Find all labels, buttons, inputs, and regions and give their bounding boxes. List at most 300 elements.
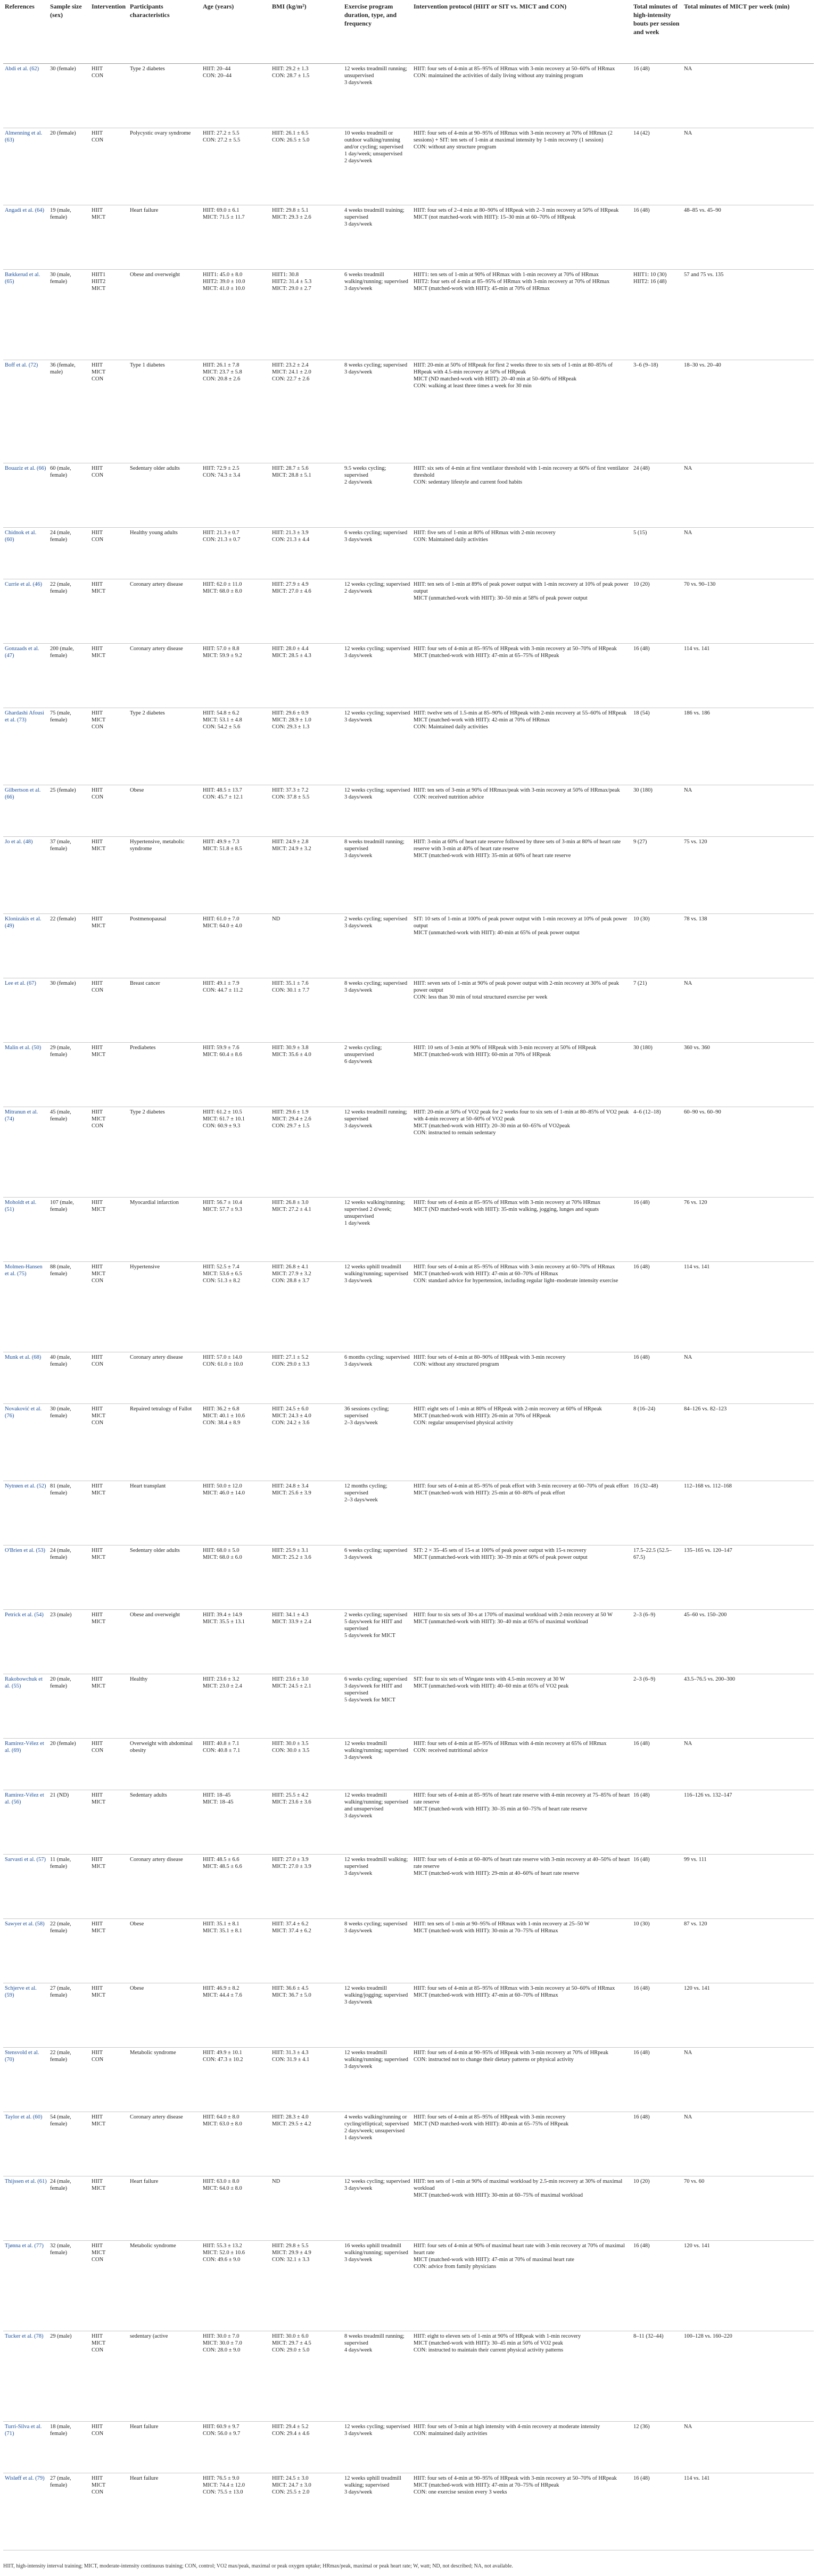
hi-minutes-cell: 8 (16–24) bbox=[633, 1406, 656, 1412]
reference-link[interactable]: Taylor et al. (60) bbox=[5, 2114, 43, 2120]
mict-minutes-cell: 84–126 vs. 82–123 bbox=[684, 1406, 727, 1412]
reference-link[interactable]: O'Brien et al. (53) bbox=[5, 1548, 45, 1553]
bmi-cell: HIIT: 25.5 ± 4.2 MICT: 23.6 ± 3.6 bbox=[272, 1792, 311, 1805]
hi-minutes-cell: 30 (180) bbox=[633, 1045, 653, 1051]
table-row bbox=[3, 2176, 814, 2241]
table-row bbox=[3, 785, 814, 837]
mict-minutes-cell: 186 vs. 186 bbox=[684, 710, 710, 716]
header-hi-minutes: Total minutes of high-intensity bouts per session and week bbox=[633, 3, 680, 36]
protocol-cell: HIIT: four sets of 4-min at 85–95% of peak effort with 3-min recovery at 60–70% of peak effort MICT (matched-work with HIIT): 25-min at 60–80% of peak effort bbox=[414, 1483, 629, 1496]
bmi-cell: HIIT: 29.8 ± 5.5 MICT: 29.9 ± 4.9 CON: 32.1 ± 3.3 bbox=[272, 2243, 311, 2263]
age-cell: HIIT: 36.2 ± 6.8 MICT: 40.1 ± 10.6 CON: 38.4 ± 8.9 bbox=[203, 1406, 245, 1426]
program-cell: 12 weeks treadmill walking/running; supervised 3 days/week bbox=[344, 1741, 408, 1760]
protocol-cell: HIIT: four sets of 3-min at high intensity with 4-min recovery at moderate intensity CON: maintained daily activities bbox=[414, 2424, 600, 2437]
sample-size-cell: 22 (male, female) bbox=[50, 581, 71, 594]
sample-size-cell: 24 (male, female) bbox=[50, 2179, 71, 2191]
table-row bbox=[3, 2241, 814, 2331]
hi-minutes-cell: 2–3 (6–9) bbox=[633, 1676, 656, 1682]
program-cell: 12 weeks cycling; supervised 3 days/week bbox=[344, 710, 410, 723]
protocol-cell: HIIT: ten sets of 1-min at 90% of maximal workload by 2.5-min recovery at 30% of maximal workload MICT (matched-work with HIIT): 30-min at 60–75% of maximal workload bbox=[414, 2179, 623, 2198]
table-row bbox=[3, 205, 814, 270]
sample-size-cell: 30 (male, female) bbox=[50, 272, 71, 285]
participants-cell: Obese and overweight bbox=[130, 272, 180, 278]
sample-size-cell: 25 (female) bbox=[50, 787, 76, 793]
mict-minutes-cell: 45–60 vs. 150–200 bbox=[684, 1612, 727, 1618]
participants-cell: Coronary artery disease bbox=[130, 646, 183, 652]
age-cell: HIIT: 27.2 ± 5.5 CON: 27.2 ± 5.5 bbox=[203, 130, 241, 143]
header-references: References bbox=[5, 3, 35, 10]
sample-size-cell: 32 (male, female) bbox=[50, 2243, 71, 2256]
reference-link[interactable]: Abdi et al. (62) bbox=[5, 66, 39, 72]
sample-size-cell: 20 (female) bbox=[50, 130, 76, 136]
table-row bbox=[3, 64, 814, 128]
bmi-cell: HIIT: 23.2 ± 2.4 MICT: 24.1 ± 2.0 CON: 22.7 ± 2.6 bbox=[272, 362, 311, 382]
mict-minutes-cell: NA bbox=[684, 1741, 692, 1747]
intervention-cell: HIIT MICT CON bbox=[92, 1264, 106, 1284]
reference-link[interactable]: Almenning et al. (63) bbox=[5, 130, 43, 143]
protocol-cell: HIIT: four sets of 4-min at 80–90% of HRpeak with 3-min recovery CON: without any structured program bbox=[414, 1355, 566, 1367]
protocol-cell: HIIT: four sets of 4-min at 85–95% of HRmax with 3-min recovery at 60–70% of HRmax MICT (matched-work with HIIT): 47-min at 60–70% of HRmax CON: standard advice for hypertension, including regular light–moderate intensity exercise bbox=[414, 1264, 618, 1284]
age-cell: HIIT: 23.6 ± 3.2 MICT: 23.0 ± 2.4 bbox=[203, 1676, 242, 1689]
mict-minutes-cell: 78 vs. 138 bbox=[684, 916, 707, 922]
reference-link[interactable]: Chidnok et al. (60) bbox=[5, 530, 37, 543]
program-cell: 12 weeks treadmill walking; supervised 3 days/week bbox=[344, 1857, 408, 1876]
hi-minutes-cell: 10 (20) bbox=[633, 581, 650, 587]
mict-minutes-cell: NA bbox=[684, 66, 692, 72]
protocol-cell: HIIT: twelve sets of 1.5-min at 85–90% of HRpeak with 2-min recovery at 55–60% of HRpeak MICT (matched-work with HIIT): 42-min at 70% of HRmax CON: Maintained daily activities bbox=[414, 710, 627, 730]
program-cell: 12 months cycling; supervised 2–3 days/week bbox=[344, 1483, 387, 1503]
program-cell: 6 weeks cycling; supervised 3 days/week for HIIT and supervised 5 days/week for MICT bbox=[344, 1676, 408, 1703]
header-sample-size: Sample size (sex) bbox=[50, 3, 82, 19]
mict-minutes-cell: NA bbox=[684, 466, 692, 471]
age-cell: HIIT: 62.0 ± 11.0 MICT: 68.0 ± 8.0 bbox=[203, 581, 242, 594]
program-cell: 12 weeks treadmill walking/running; supervised and unsupervised 3 days/week bbox=[344, 1792, 408, 1819]
table-row bbox=[3, 1352, 814, 1404]
reference-link[interactable]: Ramírez-Vélez et al. (69) bbox=[5, 1741, 44, 1754]
table-row bbox=[3, 1610, 814, 1674]
reference-link[interactable]: Thijssen et al. (61) bbox=[5, 2179, 47, 2184]
intervention-cell: HIIT CON bbox=[92, 466, 104, 478]
age-cell: HIIT: 64.0 ± 8.0 MICT: 63.0 ± 8.0 bbox=[203, 2114, 242, 2127]
program-cell: 10 weeks treadmill or outdoor walking/running and/or cycling; supervised 1 day/week; unsupervised 2 days/week bbox=[344, 130, 403, 164]
table-row bbox=[3, 2048, 814, 2112]
bmi-cell: HIIT: 30.0 ± 3.5 CON: 30.0 ± 3.5 bbox=[272, 1741, 310, 1754]
hi-minutes-cell: 8–11 (32–44) bbox=[633, 2333, 664, 2339]
reference-link[interactable]: Klonizakis et al. (49) bbox=[5, 916, 42, 929]
intervention-cell: HIIT MICT CON bbox=[92, 2475, 106, 2495]
reference-link[interactable]: Stensvold et al. (70) bbox=[5, 2050, 39, 2063]
hi-minutes-cell: 4–6 (12–18) bbox=[633, 1109, 661, 1115]
intervention-cell: HIIT MICT bbox=[92, 1548, 106, 1560]
intervention-cell: HIIT MICT CON bbox=[92, 2333, 106, 2353]
reference-link[interactable]: Gilbertson et al. (66) bbox=[5, 787, 41, 800]
mict-minutes-cell: 135–165 vs. 120–147 bbox=[684, 1548, 732, 1553]
participants-cell: Coronary artery disease bbox=[130, 2114, 183, 2120]
age-cell: HIIT: 68.0 ± 5.0 MICT: 68.0 ± 6.0 bbox=[203, 1548, 242, 1560]
table-row bbox=[3, 2112, 814, 2176]
program-cell: 2 weeks cycling; supervised 5 days/week for HIIT and supervised 5 days/week for MICT bbox=[344, 1612, 408, 1639]
bmi-cell: HIIT1: 30.8 HIIT2: 31.4 ± 5.3 MICT: 29.0 ± 2.7 bbox=[272, 272, 312, 292]
bmi-cell: HIIT: 21.3 ± 3.9 CON: 21.3 ± 4.4 bbox=[272, 530, 310, 543]
protocol-cell: HIIT: four sets of 4-min at 85–95% of HRpeak with 3-min recovery at 50–70% of HRpeak MICT (matched-work with HIIT): 47-min at 65–75% of HRpeak bbox=[414, 646, 617, 659]
program-cell: 9.5 weeks cycling; supervised 2 days/week bbox=[344, 466, 386, 485]
table-row bbox=[3, 2422, 814, 2473]
protocol-cell: SIT: 10 sets of 1-min at 100% of peak power output with 1-min recovery at 10% of peak power output MICT (unmatched-work with HIIT): 40-min at 65% of peak power output bbox=[414, 916, 628, 936]
bmi-cell: HIIT: 28.3 ± 4.0 MICT: 29.5 ± 4.2 bbox=[272, 2114, 311, 2127]
sample-size-cell: 22 (male, female) bbox=[50, 1921, 71, 1934]
program-cell: 4 weeks treadmill training; supervised 3 days/week bbox=[344, 207, 405, 227]
protocol-cell: HIIT: four sets of 2–4 min at 80–90% of HRpeak with 2–3 min recovery at 50% of HRpeak MICT (not matched-work with HIIT): 15–30 min at 60–70% of HRpeak bbox=[414, 207, 619, 220]
bmi-cell: HIIT: 29.4 ± 5.2 CON: 29.4 ± 4.6 bbox=[272, 2424, 310, 2437]
age-cell: HIIT: 40.8 ± 7.1 CON: 40.8 ± 7.1 bbox=[203, 1741, 241, 1754]
protocol-cell: HIIT: four sets of 4-min at 90% of maximal heart rate with 3-min recovery at 70% of maximal heart rate MICT (matched-work with HIIT): 47-min at 70% of maximal heart rate CON: advice from family physicians bbox=[414, 2243, 625, 2270]
age-cell: HIIT: 59.9 ± 7.6 MICT: 60.4 ± 8.6 bbox=[203, 1045, 242, 1058]
hi-minutes-cell: 16 (32–48) bbox=[633, 1483, 658, 1489]
age-cell: HIIT: 18–45 MICT: 18–45 bbox=[203, 1792, 234, 1805]
bmi-cell: HIIT: 29.8 ± 5.1 MICT: 29.3 ± 2.6 bbox=[272, 207, 311, 220]
hi-minutes-cell: 16 (48) bbox=[633, 2475, 650, 2481]
reference-link[interactable]: Gonzaads et al. (47) bbox=[5, 646, 39, 659]
mict-minutes-cell: 112–168 vs. 112–168 bbox=[684, 1483, 732, 1489]
hi-minutes-cell: 16 (48) bbox=[633, 2050, 650, 2056]
sample-size-cell: 27 (male, female) bbox=[50, 2475, 71, 2488]
age-cell: HIIT: 56.7 ± 10.4 MICT: 57.7 ± 9.3 bbox=[203, 1200, 242, 1212]
intervention-cell: HIIT MICT CON bbox=[92, 1406, 106, 1426]
mict-minutes-cell: 75 vs. 120 bbox=[684, 839, 707, 845]
reference-link[interactable]: Turri-Silva et al. (71) bbox=[5, 2424, 42, 2437]
program-cell: 12 weeks uphill treadmill walking/running; supervised 3 days/week bbox=[344, 1264, 408, 1284]
hi-minutes-cell: 12 (36) bbox=[633, 2424, 650, 2430]
hi-minutes-cell: 14 (42) bbox=[633, 130, 650, 136]
bmi-cell: HIIT: 23.6 ± 3.0 MICT: 24.5 ± 2.1 bbox=[272, 1676, 311, 1689]
bmi-cell: HIIT: 30.0 ± 6.0 MICT: 29.7 ± 4.5 CON: 29.0 ± 5.0 bbox=[272, 2333, 311, 2353]
sample-size-cell: 22 (female) bbox=[50, 916, 76, 922]
sample-size-cell: 18 (male, female) bbox=[50, 2424, 71, 2437]
reference-link[interactable]: Tjønna et al. (77) bbox=[5, 2243, 44, 2249]
mict-minutes-cell: NA bbox=[684, 980, 692, 986]
age-cell: HIIT: 60.9 ± 9.7 CON: 56.0 ± 9.7 bbox=[203, 2424, 241, 2437]
mict-minutes-cell: NA bbox=[684, 1355, 692, 1360]
sample-size-cell: 75 (male, female) bbox=[50, 710, 71, 723]
intervention-cell: HIIT MICT bbox=[92, 1045, 106, 1058]
table-row bbox=[3, 1043, 814, 1107]
reference-link[interactable]: Malin et al. (50) bbox=[5, 1045, 42, 1051]
participants-cell: Obese bbox=[130, 1985, 144, 1991]
hi-minutes-cell: 7 (21) bbox=[633, 980, 647, 986]
participants-cell: Coronary artery disease bbox=[130, 581, 183, 587]
mict-minutes-cell: 114 vs. 141 bbox=[684, 1264, 710, 1270]
intervention-cell: HIIT MICT bbox=[92, 1676, 106, 1689]
reference-link[interactable]: Molmen-Hansen et al. (75) bbox=[5, 1264, 43, 1277]
bmi-cell: HIIT: 29.6 ± 1.9 MICT: 29.4 ± 2.6 CON: 29.7 ± 1.5 bbox=[272, 1109, 311, 1129]
hi-minutes-cell: 16 (48) bbox=[633, 1355, 650, 1360]
reference-link[interactable]: Currie et al. (46) bbox=[5, 581, 42, 587]
protocol-cell: HIIT: eight to eleven sets of 1-min at 90% of HRpeak with 1-min recovery MICT (matched-work with HIIT): 30–45 min at 50% of VO2 peak CON: instructed to maintain their current physical activity patterns bbox=[414, 2333, 581, 2353]
table-row bbox=[3, 128, 814, 205]
participants-cell: Sedentary older adults bbox=[130, 1548, 180, 1553]
bmi-cell: HIIT: 25.9 ± 3.1 MICT: 25.2 ± 3.6 bbox=[272, 1548, 311, 1560]
reference-link[interactable]: Tucker et al. (78) bbox=[5, 2333, 44, 2339]
mict-minutes-cell: 48–85 vs. 45–90 bbox=[684, 207, 721, 213]
mict-minutes-cell: 43.5–76.5 vs. 200–300 bbox=[684, 1676, 735, 1682]
participants-cell: Hypertensive, metabolic syndrome bbox=[130, 839, 185, 852]
participants-cell: Type 1 diabetes bbox=[130, 362, 165, 368]
age-cell: HIIT: 52.5 ± 7.4 MICT: 53.6 ± 6.5 CON: 51.3 ± 8.2 bbox=[203, 1264, 242, 1284]
age-cell: HIIT: 26.1 ± 7.8 MICT: 23.7 ± 5.8 CON: 20.8 ± 2.6 bbox=[203, 362, 242, 382]
protocol-cell: HIIT: 10 sets of 3-min at 90% of HRpeak with 3-min recovery at 50% of HRpeak MICT (matched-work with HIIT): 60-min at 70% of HRpeak bbox=[414, 1045, 597, 1058]
sample-size-cell: 23 (male) bbox=[50, 1612, 72, 1618]
mict-minutes-cell: 120 vs. 141 bbox=[684, 2243, 710, 2249]
table-row bbox=[3, 528, 814, 579]
reference-link[interactable]: Boff et al. (72) bbox=[5, 362, 38, 368]
reference-link[interactable]: Bækkerud et al. (65) bbox=[5, 272, 40, 285]
bmi-cell: ND bbox=[272, 2179, 280, 2184]
table-row bbox=[3, 270, 814, 360]
mict-minutes-cell: 76 vs. 120 bbox=[684, 1200, 707, 1206]
reference-link[interactable]: Mitranun et al. (74) bbox=[5, 1109, 38, 1122]
participants-cell: sedentary (active bbox=[130, 2333, 168, 2339]
reference-link[interactable]: Sarvasti et al. (57) bbox=[5, 1857, 46, 1863]
participants-cell: Sedentary older adults bbox=[130, 466, 180, 471]
program-cell: 12 weeks cycling; supervised 3 days/week bbox=[344, 2424, 410, 2437]
participants-cell: Overweight with abdominal obesity bbox=[130, 1741, 193, 1754]
intervention-cell: HIIT MICT bbox=[92, 1857, 106, 1869]
reference-link[interactable]: Bouaziz et al. (66) bbox=[5, 466, 46, 471]
intervention-cell: HIIT MICT bbox=[92, 839, 106, 852]
sample-size-cell: 81 (male, female) bbox=[50, 1483, 71, 1496]
sample-size-cell: 200 (male, female) bbox=[50, 646, 74, 659]
hi-minutes-cell: 16 (48) bbox=[633, 66, 650, 72]
mict-minutes-cell: 87 vs. 120 bbox=[684, 1921, 707, 1927]
program-cell: 2 weeks cycling; supervised 3 days/week bbox=[344, 916, 408, 929]
participants-cell: Type 2 diabetes bbox=[130, 66, 165, 72]
intervention-cell: HIIT CON bbox=[92, 980, 104, 993]
participants-cell: Heart failure bbox=[130, 2475, 159, 2481]
bmi-cell: HIIT: 26.8 ± 3.0 MICT: 27.2 ± 4.1 bbox=[272, 1200, 311, 1212]
sample-size-cell: 24 (male, female) bbox=[50, 1548, 71, 1560]
bmi-cell: HIIT: 29.2 ± 1.3 CON: 28.7 ± 1.5 bbox=[272, 66, 310, 79]
intervention-cell: HIIT MICT bbox=[92, 581, 106, 594]
reference-link[interactable]: Nytrøen et al. (52) bbox=[5, 1483, 46, 1489]
age-cell: HIIT: 20–44 CON: 20–44 bbox=[203, 66, 232, 79]
header-intervention: Intervention bbox=[92, 3, 126, 10]
reference-link[interactable]: Sawyer et al. (58) bbox=[5, 1921, 45, 1927]
intervention-cell: HIIT CON bbox=[92, 66, 104, 79]
participants-cell: Metabolic syndrome bbox=[130, 2050, 176, 2056]
intervention-cell: HIIT CON bbox=[92, 1741, 104, 1754]
participants-cell: Prediabetes bbox=[130, 1045, 156, 1051]
mict-minutes-cell: 120 vs. 141 bbox=[684, 1985, 710, 1991]
table-row bbox=[3, 1404, 814, 1481]
bmi-cell: HIIT: 27.1 ± 5.2 CON: 29.0 ± 3.3 bbox=[272, 1355, 310, 1367]
intervention-cell: HIIT CON bbox=[92, 2424, 104, 2437]
sample-size-cell: 24 (male, female) bbox=[50, 530, 71, 543]
sample-size-cell: 22 (male, female) bbox=[50, 2050, 71, 2063]
program-cell: 6 weeks treadmill walking/running; supervised 3 days/week bbox=[344, 272, 408, 292]
sample-size-cell: 37 (male, female) bbox=[50, 839, 71, 852]
mict-minutes-cell: NA bbox=[684, 130, 692, 136]
age-cell: HIIT: 61.2 ± 10.5 MICT: 61.7 ± 10.1 CON: 60.9 ± 9.3 bbox=[203, 1109, 245, 1129]
sample-size-cell: 27 (male, female) bbox=[50, 1985, 71, 1998]
sample-size-cell: 30 (female) bbox=[50, 66, 76, 72]
header-participants: Participants characteristics bbox=[130, 3, 170, 19]
mict-minutes-cell: 114 vs. 141 bbox=[684, 646, 710, 652]
intervention-cell: HIIT CON bbox=[92, 530, 104, 543]
age-cell: HIIT: 49.9 ± 10.1 CON: 47.3 ± 10.2 bbox=[203, 2050, 243, 2063]
reference-link[interactable]: Munk et al. (68) bbox=[5, 1355, 42, 1360]
bmi-cell: HIIT: 24.9 ± 2.8 MICT: 24.9 ± 3.2 bbox=[272, 839, 311, 852]
age-cell: HIIT: 50.0 ± 12.0 MICT: 46.0 ± 14.0 bbox=[203, 1483, 245, 1496]
protocol-cell: HIIT: 20-min at 50% of HRpeak for first 2 weeks three to six sets of 1-min at 80–85% of HRpeak with 4.5-min recovery at 50% of HRpeak MICT (ND matched-work with HIIT): 20–40 min at 50–60% of HRpeak CON: walking at least three times a week for 30 min bbox=[414, 362, 613, 389]
protocol-cell: HIIT: 20-min at 50% of VO2 peak for 2 weeks four to six sets of 1-min at 80–85% of VO2 peak with 4-min recovery at 50–60% of VO2 peak MICT (matched-work with HIIT): 20–30 min at 60–65% of VO2peak CON: instructed to remain sedentary bbox=[414, 1109, 629, 1136]
reference-link[interactable]: Angadi et al. (64) bbox=[5, 207, 45, 213]
sample-size-cell: 45 (male, female) bbox=[50, 1109, 71, 1122]
reference-link[interactable]: Moholdt et al. (51) bbox=[5, 1200, 37, 1212]
table-row bbox=[3, 644, 814, 708]
participants-cell: Obese bbox=[130, 787, 144, 793]
mict-minutes-cell: 99 vs. 111 bbox=[684, 1857, 707, 1863]
mict-minutes-cell: NA bbox=[684, 2050, 692, 2056]
table-row bbox=[3, 1198, 814, 1262]
hi-minutes-cell: 16 (48) bbox=[633, 2243, 650, 2249]
hi-minutes-cell: 16 (48) bbox=[633, 646, 650, 652]
hi-minutes-cell: 2–3 (6–9) bbox=[633, 1612, 656, 1618]
intervention-cell: HIIT MICT CON bbox=[92, 1109, 106, 1129]
intervention-cell: HIIT MICT CON bbox=[92, 362, 106, 382]
intervention-cell: HIIT CON bbox=[92, 1355, 104, 1367]
protocol-cell: HIIT: four sets of 4-min at 90–95% of HRpeak with 3-min recovery at 50–70% of HRpeak MICT (matched-work with HIIT): 47-min at 70–75% of HRpeak CON: one exercise session every 3 weeks bbox=[414, 2475, 617, 2495]
intervention-cell: HIIT MICT bbox=[92, 646, 106, 659]
intervention-cell: HIIT CON bbox=[92, 2050, 104, 2063]
reference-link[interactable]: Rakobowchuk et al. (55) bbox=[5, 1676, 43, 1689]
protocol-cell: HIIT: five sets of 1-min at 80% of HRmax with 2-min recovery CON: Maintained daily activities bbox=[414, 530, 556, 543]
hi-minutes-cell: 16 (48) bbox=[633, 1741, 650, 1747]
age-cell: HIIT: 69.0 ± 6.1 MICT: 71.5 ± 11.7 bbox=[203, 207, 245, 220]
header-program: Exercise program duration, type, and frequency bbox=[344, 3, 397, 27]
table-row bbox=[3, 1983, 814, 2048]
protocol-cell: HIIT1: ten sets of 1-min at 90% of HRmax with 1-min recovery at 70% of HRmax HIIT2: four sets of 4-min at 85–95% of HRmax with 3-min recovery at 70% of HRmax MICT (matched-work with HIIT): 45-min at 70% of HRmax bbox=[414, 272, 610, 292]
mict-minutes-cell: 18–30 vs. 20–40 bbox=[684, 362, 721, 368]
age-cell: HIIT: 48.5 ± 13.7 CON: 45.7 ± 12.1 bbox=[203, 787, 243, 800]
table-row bbox=[3, 1855, 814, 1919]
reference-link[interactable]: Jo et al. (48) bbox=[5, 839, 33, 845]
bmi-cell: HIIT: 26.1 ± 6.5 CON: 26.5 ± 5.0 bbox=[272, 130, 310, 143]
program-cell: 12 weeks treadmill running; unsupervised 3 days/week bbox=[344, 66, 408, 86]
bmi-cell: HIIT: 37.3 ± 7.2 CON: 37.8 ± 5.5 bbox=[272, 787, 310, 800]
reference-link[interactable]: Schjerve et al. (59) bbox=[5, 1985, 37, 1998]
header-mict-minutes: Total minutes of MICT per week (min) bbox=[684, 3, 790, 10]
protocol-cell: HIIT: four sets of 4-min at 90–95% of HRmax with 3-min recovery at 70% of HRmax (2 sessions) + SIT: ten sets of 1-min at maximal intensity by 1-min recovery (1 session) CON: without any structure program bbox=[414, 130, 613, 150]
intervention-cell: HIIT MICT CON bbox=[92, 2243, 106, 2263]
participants-cell: Type 2 diabetes bbox=[130, 1109, 165, 1115]
participants-cell: Obese bbox=[130, 1921, 144, 1927]
mict-minutes-cell: 360 vs. 360 bbox=[684, 1045, 710, 1051]
age-cell: HIIT: 48.5 ± 6.6 MICT: 48.5 ± 6.6 bbox=[203, 1857, 242, 1869]
protocol-cell: SIT: four to six sets of Wingate tests with 4.5-min recovery at 30 W MICT (unmatched-work with HIIT): 40–60 min at 65% of VO2 peak bbox=[414, 1676, 569, 1689]
age-cell: HIIT: 54.8 ± 6.2 MICT: 53.1 ± 4.8 CON: 54.2 ± 5.6 bbox=[203, 710, 242, 730]
sample-size-cell: 40 (male, female) bbox=[50, 1355, 71, 1367]
hi-minutes-cell: 16 (48) bbox=[633, 1985, 650, 1991]
header-age: Age (years) bbox=[203, 3, 234, 10]
program-cell: 12 weeks uphill treadmill walking; supervised 3 days/week bbox=[344, 2475, 402, 2495]
hi-minutes-cell: 16 (48) bbox=[633, 2114, 650, 2120]
hi-minutes-cell: 16 (48) bbox=[633, 207, 650, 213]
protocol-cell: HIIT: four sets of 4-min at 85–95% of heart rate reserve with 4-min recovery at 75–85% of heart rate reserve MICT (matched-work with HIIT): 30–35 min at 60–75% of heart rate reserve bbox=[414, 1792, 630, 1812]
intervention-cell: HIIT MICT bbox=[92, 207, 106, 220]
bmi-cell: HIIT: 24.5 ± 3.0 MICT: 24.7 ± 3.0 CON: 25.5 ± 2.0 bbox=[272, 2475, 311, 2495]
intervention-cell: HIIT1 HIIT2 MICT bbox=[92, 272, 106, 292]
bmi-cell: HIIT: 29.6 ± 0.9 MICT: 28.9 ± 1.0 CON: 29.3 ± 1.3 bbox=[272, 710, 311, 730]
protocol-cell: HIIT: seven sets of 1-min at 90% of peak power output with 2-min recovery at 30% of peak power output CON: less than 30 min of total structured exercise per week bbox=[414, 980, 619, 1000]
reference-link[interactable]: Ramírez-Vélez et al. (56) bbox=[5, 1792, 44, 1805]
age-cell: HIIT: 57.0 ± 14.0 CON: 61.0 ± 10.0 bbox=[203, 1355, 243, 1367]
table-row bbox=[3, 2331, 814, 2422]
participants-cell: Breast cancer bbox=[130, 980, 160, 986]
age-cell: HIIT: 49.1 ± 7.9 CON: 44.7 ± 11.2 bbox=[203, 980, 243, 993]
reference-link[interactable]: Lee et al. (67) bbox=[5, 980, 36, 986]
participants-cell: Myocardial infarction bbox=[130, 1200, 179, 1206]
table-row bbox=[3, 1481, 814, 1545]
program-cell: 6 weeks cycling; supervised 3 days/week bbox=[344, 530, 408, 543]
reference-link[interactable]: Novaković et al. (76) bbox=[5, 1406, 42, 1419]
mict-minutes-cell: 70 vs. 90–130 bbox=[684, 581, 716, 587]
sample-size-cell: 30 (female) bbox=[50, 980, 76, 986]
program-cell: 12 weeks cycling; supervised 3 days/week bbox=[344, 787, 410, 800]
program-cell: 12 weeks cycling; supervised 2 days/week bbox=[344, 581, 410, 594]
program-cell: 6 months cycling; supervised 3 days/week bbox=[344, 1355, 410, 1367]
table-row bbox=[3, 1545, 814, 1610]
reference-link[interactable]: Wisløff et al. (79) bbox=[5, 2475, 45, 2481]
intervention-cell: HIIT MICT bbox=[92, 1200, 106, 1212]
mict-minutes-cell: 116–126 vs. 132–147 bbox=[684, 1792, 732, 1798]
program-cell: 2 weeks cycling; unsupervised 6 days/week bbox=[344, 1045, 382, 1065]
header-protocol: Intervention protocol (HIIT or SIT vs. MICT and CON) bbox=[414, 3, 567, 10]
program-cell: 8 weeks cycling; supervised 3 days/week bbox=[344, 362, 408, 375]
hi-minutes-cell: 10 (30) bbox=[633, 916, 650, 922]
mict-minutes-cell: 60–90 vs. 60–90 bbox=[684, 1109, 721, 1115]
program-cell: 12 weeks cycling; supervised 3 days/week bbox=[344, 646, 410, 659]
table-row bbox=[3, 1107, 814, 1198]
table-header bbox=[3, 0, 814, 64]
bmi-cell: HIIT: 30.9 ± 3.8 MICT: 35.6 ± 4.0 bbox=[272, 1045, 311, 1058]
hi-minutes-cell: 16 (48) bbox=[633, 1200, 650, 1206]
program-cell: 12 weeks treadmill running; supervised 3 days/week bbox=[344, 1109, 408, 1129]
mict-minutes-cell: NA bbox=[684, 787, 692, 793]
intervention-cell: HIIT MICT bbox=[92, 1921, 106, 1934]
participants-cell: Obese and overweight bbox=[130, 1612, 180, 1618]
hi-minutes-cell: 5 (15) bbox=[633, 530, 647, 536]
bmi-cell: HIIT: 37.4 ± 6.2 MICT: 37.4 ± 6.2 bbox=[272, 1921, 311, 1934]
hi-minutes-cell: 9 (27) bbox=[633, 839, 647, 845]
hi-minutes-cell: 10 (30) bbox=[633, 1921, 650, 1927]
bmi-cell: HIIT: 27.9 ± 4.9 MICT: 27.0 ± 4.6 bbox=[272, 581, 311, 594]
sample-size-cell: 54 (male, female) bbox=[50, 2114, 71, 2127]
protocol-cell: HIIT: four sets of 4-min at 60–80% of heart rate reserve with 3-min recovery at 40–50% of heart rate reserve MICT (matched-work with HIIT): 29-min at 40–60% of heart rate reserve bbox=[414, 1857, 630, 1876]
age-cell: HIIT: 72.9 ± 2.5 CON: 74.3 ± 3.4 bbox=[203, 466, 241, 478]
protocol-cell: HIIT: four sets of 4-min at 90–95% of HRpeak with 3-min recovery at 70% of HRpeak CON: instructed not to change their dietary patterns or physical activity bbox=[414, 2050, 609, 2063]
protocol-cell: HIIT: eight sets of 1-min at 80% of HRpeak with 2-min recovery at 60% of HRpeak MICT (matched-work with HIIT): 26-min at 70% of HRpeak CON: regular unsupervised physical activity bbox=[414, 1406, 602, 1426]
program-cell: 12 weeks walking/running; supervised 2 d/week; unsupervised 1 day/week bbox=[344, 1200, 406, 1226]
mict-minutes-cell: NA bbox=[684, 2114, 692, 2120]
reference-link[interactable]: Petrick et al. (54) bbox=[5, 1612, 44, 1618]
table-row bbox=[3, 1674, 814, 1739]
program-cell: 12 weeks treadmill walking/jogging; supervised 3 days/week bbox=[344, 1985, 408, 2005]
participants-cell: Polycystic ovary syndrome bbox=[130, 130, 191, 136]
reference-link[interactable]: Ghardashi Afousi et al. (73) bbox=[5, 710, 44, 723]
sample-size-cell: 36 (female, male) bbox=[50, 362, 76, 375]
table-footnote: HIIT, high-intensity interval training; MICT, moderate-intensity continuous training; CON, control; VO2 max/peak, maximal or peak oxygen uptake; HRmax/peak, maximal or peak heart rate; W, watt; ND, not described; NA, not available. bbox=[3, 2563, 513, 2569]
mict-minutes-cell: 57 and 75 vs. 135 bbox=[684, 272, 724, 278]
